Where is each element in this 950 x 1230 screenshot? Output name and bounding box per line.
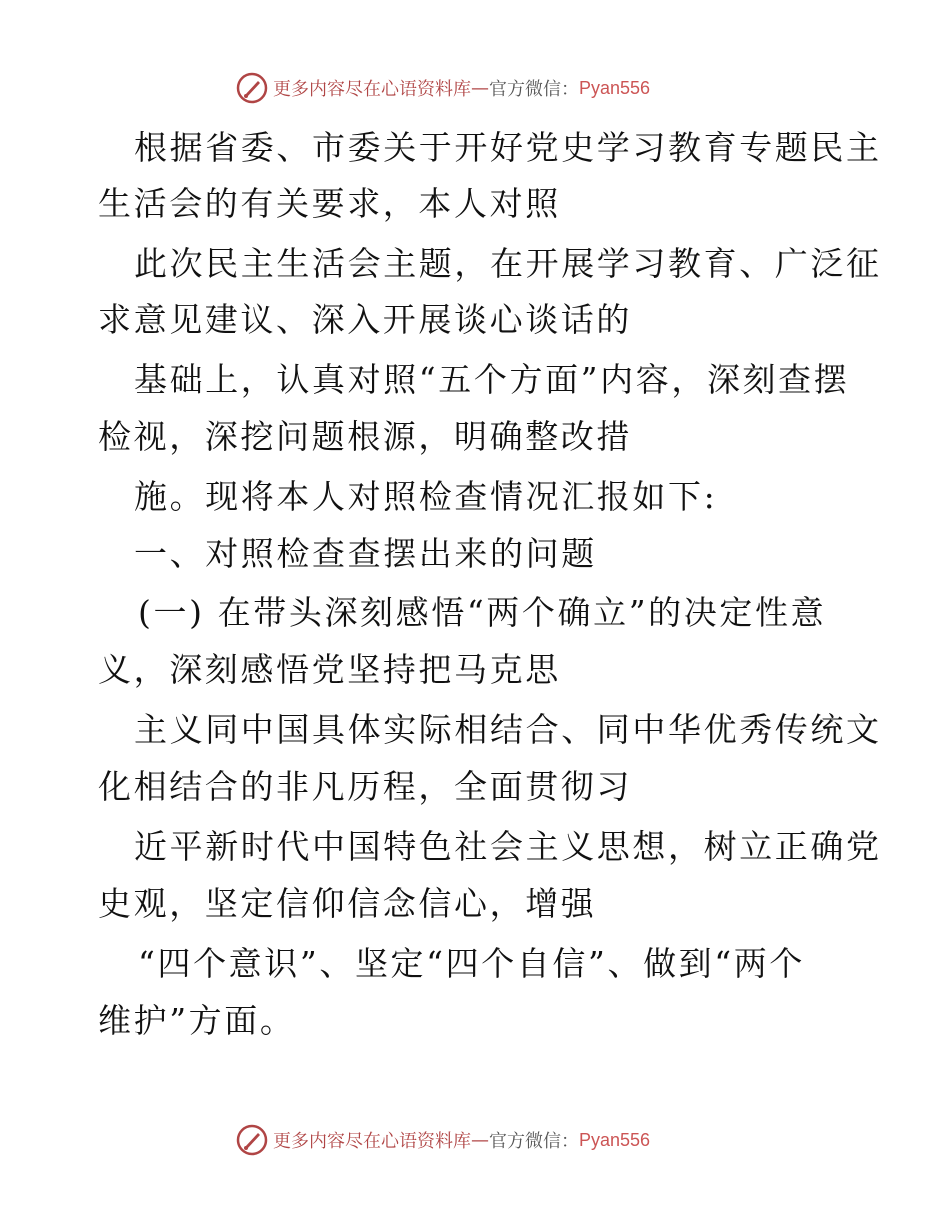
text-line: 求意见建议、深入开展谈心谈话的 [98,300,632,339]
watermark-separator: — [471,77,489,99]
text-line: 此次民主生活会主题，在开展学习教育、广泛征 [134,244,882,283]
text-line: (一) 在带头深刻感悟“两个确立”的决定性意 [138,593,827,632]
text-line: “四个意识”、坚定“四个自信”、做到“两个 [138,944,805,983]
watermark-text: 更多内容尽在心语资料库 [273,1131,471,1152]
watermark-label: 官方微信： [489,79,579,100]
watermark-text: 更多内容尽在心语资料库 [273,79,471,100]
watermark-id: Pyan556 [579,77,651,98]
watermark-separator: — [471,1129,489,1151]
text-line: 根据省委、市委关于开好党史学习教育专题民主 [134,128,882,167]
quill-logo-icon [236,1124,268,1156]
watermark-id: Pyan556 [579,1129,651,1150]
text-line: 基础上，认真对照“五个方面”内容，深刻查摆 [134,360,850,399]
text-line: 化相结合的非凡历程，全面贯彻习 [98,767,632,806]
text-line: 生活会的有关要求，本人对照 [98,184,561,223]
text-line: 维护”方面。 [98,1001,296,1040]
text-line: 近平新时代中国特色社会主义思想，树立正确党 [134,827,882,866]
text-line: 义，深刻感悟党坚持把马克思 [98,650,561,689]
footer-watermark [236,1124,650,1156]
text-line: 检视，深挖问题根源，明确整改措 [98,417,632,456]
text-line: 主义同中国具体实际相结合、同中华优秀传统文 [134,710,882,749]
heading-line: 一、对照检查查摆出来的问题 [134,534,597,573]
watermark-label: 官方微信： [489,1131,579,1152]
text-line: 施。现将本人对照检查情况汇报如下: [134,477,718,516]
text-line: 史观，坚定信仰信念信心，增强 [98,884,597,923]
